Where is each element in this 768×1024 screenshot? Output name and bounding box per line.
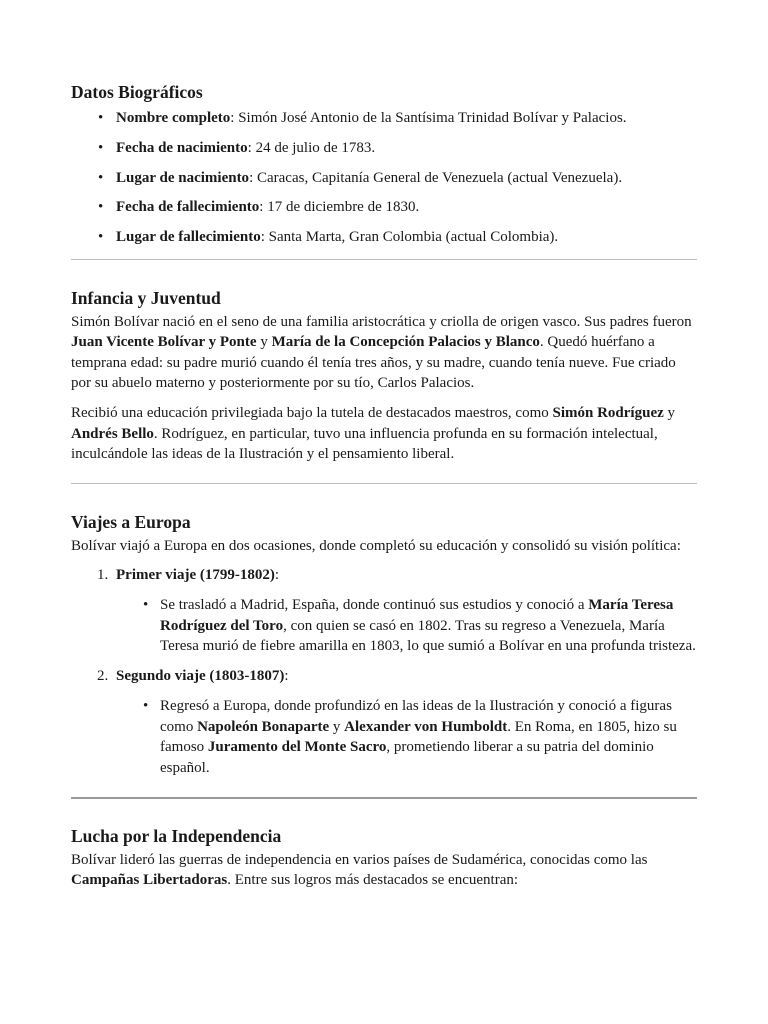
trip-label: Segundo viaje (1803-1807) xyxy=(116,668,285,685)
text-run: Simón Bolívar nació en el seno de una familia aristocrática y criolla de origen vasco. Sus padres fueron xyxy=(71,313,692,330)
text-run: y xyxy=(329,718,345,735)
item-value: : Caracas, Capitanía General de Venezuela (actual Venezuela). xyxy=(249,169,623,186)
list-item xyxy=(71,108,697,129)
section-independence xyxy=(71,824,697,891)
text-run: Recibió una educación privilegiada bajo la tutela de destacados maestros, como xyxy=(71,405,553,422)
item-value: : Simón José Antonio de la Santísima Trinidad Bolívar y Palacios. xyxy=(230,110,627,126)
trip-label: Primer viaje (1799-1802) xyxy=(116,567,275,584)
bold-run: Juramento del Monte Sacro xyxy=(207,739,387,756)
text-run: , con quien se casó en 1802. Tras su regreso a Venezuela, María Teresa murió de fiebre amarilla en 1803, lo que sumió a Bolívar en una profunda tristeza. xyxy=(160,617,696,655)
text-run: . En Roma, en 1805, hizo su famoso xyxy=(160,718,677,756)
bold-run: María de la Concepción Palacios y Blanco xyxy=(271,334,540,351)
item-label: Lugar de nacimiento xyxy=(116,169,250,186)
paragraph: Bolívar viajó a Europa en dos ocasiones, donde completó su educación y consolidó su visión política: xyxy=(71,538,681,555)
item-value: : Santa Marta, Gran Colombia (actual Colombia). xyxy=(260,229,559,246)
text-run: Bolívar lideró las guerras de independencia en varios países de Sudamérica, conocidas como las xyxy=(71,851,648,868)
bio-list xyxy=(71,108,697,248)
text-run: Regresó a Europa, donde profundizó en las ideas de la Ilustración y conoció a figuras como xyxy=(160,698,672,735)
text-run: . Rodríguez, en particular, tuvo una influencia profunda en su formación intelectual, inculcándole las ideas de la Ilustración y el pensamiento liberal. xyxy=(71,425,658,463)
item-label: Fecha de nacimiento xyxy=(116,139,248,156)
list-number: 2. xyxy=(97,668,109,685)
bold-run: Alexander von Humboldt xyxy=(344,718,508,735)
document-content xyxy=(71,80,697,891)
list-item xyxy=(71,197,697,218)
text-run: : xyxy=(274,567,280,584)
text-run: , prometiendo liberar a su patria del dominio español. xyxy=(160,739,654,776)
item-value: : 24 de julio de 1783. xyxy=(247,139,376,156)
sub-list xyxy=(116,595,697,657)
bold-run: María Teresa Rodríguez del Toro xyxy=(160,597,674,634)
section-travels xyxy=(71,510,697,778)
item-label: Fecha de fallecimiento xyxy=(116,199,260,216)
section-title-childhood: Infancia y Juventud xyxy=(71,287,221,308)
list-item xyxy=(71,168,697,189)
bold-run: Napoleón Bonaparte xyxy=(197,718,330,735)
section-bio xyxy=(71,80,697,248)
list-item xyxy=(116,696,697,778)
section-divider xyxy=(71,797,697,799)
list-item xyxy=(71,138,697,159)
bold-run: Simón Rodríguez xyxy=(552,405,664,422)
section-divider xyxy=(71,483,697,484)
section-divider xyxy=(71,259,697,260)
text-run: y xyxy=(663,405,676,422)
bold-run: Campañas Libertadoras xyxy=(71,872,228,889)
trips-list xyxy=(71,565,697,778)
text-run: y xyxy=(256,334,272,351)
item-value: : 17 de diciembre de 1830. xyxy=(259,199,420,216)
section-title-travels: Viajes a Europa xyxy=(71,512,191,533)
list-item xyxy=(116,595,697,657)
bold-run: Juan Vicente Bolívar y Ponte xyxy=(71,334,257,351)
section-childhood xyxy=(71,286,697,465)
section-title-bio: Datos Biográficos xyxy=(71,82,203,102)
sub-list xyxy=(116,696,697,778)
text-run: : xyxy=(284,668,289,685)
paragraph xyxy=(71,850,697,891)
paragraph xyxy=(71,403,697,465)
list-number: 1. xyxy=(97,567,109,584)
list-item xyxy=(71,666,697,778)
list-item xyxy=(71,227,697,248)
text-run: . Entre sus logros más destacados se encuentran: xyxy=(227,872,519,889)
text-run: . Quedó huérfano a temprana edad: su padre murió cuando él tenía tres años, y su madre, cuando tenía nueve. Fue criado por su abuelo materno y posteriormente por su tío, Carlos Palacios. xyxy=(71,334,676,392)
paragraph xyxy=(71,312,697,394)
text-run: Se trasladó a Madrid, España, donde continuó sus estudios y conoció a xyxy=(160,597,589,614)
list-item xyxy=(71,565,697,657)
item-label: Lugar de fallecimiento xyxy=(116,229,261,246)
bold-run: Andrés Bello xyxy=(71,425,154,442)
item-label: Nombre completo xyxy=(116,110,231,126)
section-title-independence: Lucha por la Independencia xyxy=(71,825,282,846)
